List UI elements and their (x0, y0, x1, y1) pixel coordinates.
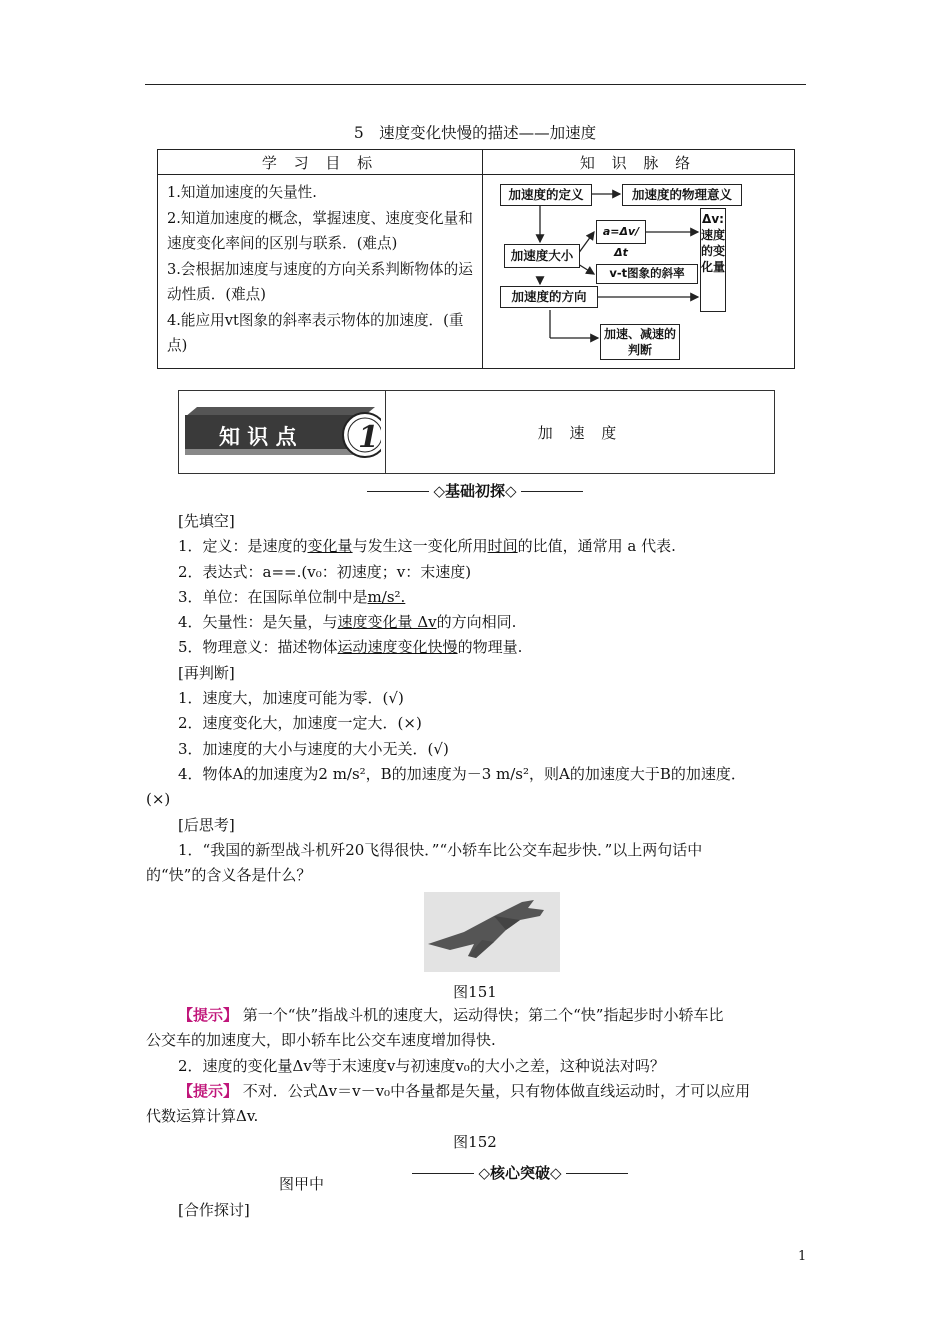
diagram-box-judgement: 加速、减速的判断 (600, 324, 680, 360)
hint-1-cont: 公交车的加速度大，即小轿车比公交车速度增加得快. (146, 1031, 496, 1050)
header-rule (145, 84, 806, 85)
figure-reference: 图甲中 (279, 1175, 325, 1193)
think-heading: [后思考] (178, 815, 235, 834)
fighter-jet-image (424, 892, 560, 972)
hint-2: 【提示】 不对．公式Δv＝v－v₀中各量都是矢量，只有物体做直线运动时，才可以应用 (178, 1081, 751, 1100)
hint-label: 【提示】 (178, 1081, 239, 1100)
question-1: 1．“我国的新型战斗机歼20飞得很快．”“小轿车比公交车起步快．”以上两句话中 (178, 840, 703, 859)
goals-table (157, 149, 795, 369)
judge-heading: [再判断] (178, 663, 235, 682)
diagram-box-formula: a=Δv/Δt (596, 220, 646, 244)
knowledge-point-banner (185, 399, 381, 461)
knowledge-point-banner-text: 知 识 点 (219, 425, 297, 449)
divider-line (521, 491, 583, 492)
judge-item: 3．加速度的大小与速度的大小无关．(√) (178, 739, 449, 758)
judge-item: (×) (146, 790, 171, 809)
diagram-box-delta-v: Δv:速度的变化量 (700, 208, 726, 312)
goal-item: 1.知道加速度的矢量性. (167, 184, 317, 201)
page-number: 1 (798, 1249, 807, 1264)
figure-caption-151: 图151 (453, 983, 497, 1001)
fill-item: 2．表达式：a==.(v₀：初速度；v：末速度) (178, 562, 472, 581)
section-heading-basics: ◇基础初探◇ (433, 482, 517, 500)
knowledge-map-header: 知 识 脉 络 (579, 154, 697, 172)
answer-body (146, 1003, 808, 1129)
fill-item: 3．单位：在国际单位制中是m/s². (178, 587, 406, 606)
hint-2-cont: 代数运算计算Δv. (146, 1107, 259, 1126)
diagram-box-slope: v-t图象的斜率 (596, 264, 698, 284)
divider-line (367, 491, 429, 492)
page-title: 5 速度变化快慢的描述——加速度 (353, 124, 597, 142)
diagram-box-direction: 加速度的方向 (500, 286, 598, 308)
goal-item: 3.会根据加速度与速度的方向关系判断物体的运动性质．(难点) (167, 260, 473, 303)
judge-item: 4．物体A的加速度为2 m/s²，B的加速度为－3 m/s²，则A的加速度大于B的加速度． (178, 764, 746, 783)
knowledge-point-header (178, 390, 775, 474)
table-header-divider (158, 174, 794, 175)
fighter-jet-figure (424, 892, 560, 972)
table-column-divider (482, 150, 483, 368)
fill-item: 1．定义：是速度的变化量与发生这一变化所用时间的比值，通常用 a 代表. (178, 537, 676, 556)
cooperation-heading: [合作探讨] (178, 1201, 250, 1219)
fill-heading: [先填空] (178, 512, 235, 530)
knowledge-point-number: 1 (358, 420, 379, 455)
fill-item: 4．矢量性：是矢量，与速度变化量 Δv的方向相同. (178, 613, 517, 632)
judge-item: 2．速度变化大，加速度一定大．(×) (178, 714, 422, 733)
hint-label: 【提示】 (178, 1006, 239, 1024)
goals-list (167, 180, 479, 359)
divider-line (412, 1173, 474, 1174)
diagram-box-meaning: 加速度的物理意义 (622, 184, 742, 206)
content-body (146, 509, 808, 888)
goals-header: 学 习 目 标 (261, 154, 379, 172)
diagram-box-definition: 加速度的定义 (500, 184, 592, 206)
section-heading-core: ◇核心突破◇ (478, 1164, 562, 1182)
section-divider-core (0, 1162, 950, 1183)
question-2: 2．速度的变化量Δv等于末速度v与初速度v₀的大小之差，这种说法对吗？ (178, 1056, 665, 1075)
diagram-box-magnitude: 加速度大小 (504, 244, 580, 268)
section-divider-basics (0, 480, 950, 501)
judge-item: 1．速度大，加速度可能为零．(√) (178, 689, 404, 708)
hint-1: 【提示】 第一个“快”指战斗机的速度大，运动得快；第二个“快”指起步时小轿车比 (178, 1006, 724, 1024)
divider-line (566, 1173, 628, 1174)
goal-item: 4.能应用vt图象的斜率表示物体的加速度．(重点) (167, 311, 464, 354)
fill-item: 5．物理意义：描述物体运动速度变化快慢的物理量. (178, 638, 523, 657)
question-1-cont: 的“快”的含义各是什么？ (146, 866, 312, 885)
knowledge-point-title: 加 速 度 (385, 391, 774, 473)
figure-caption-152: 图152 (453, 1133, 497, 1151)
goal-item: 2.知道加速度的概念，掌握速度、速度变化量和速度变化率间的区别与联系．(难点) (167, 209, 473, 252)
